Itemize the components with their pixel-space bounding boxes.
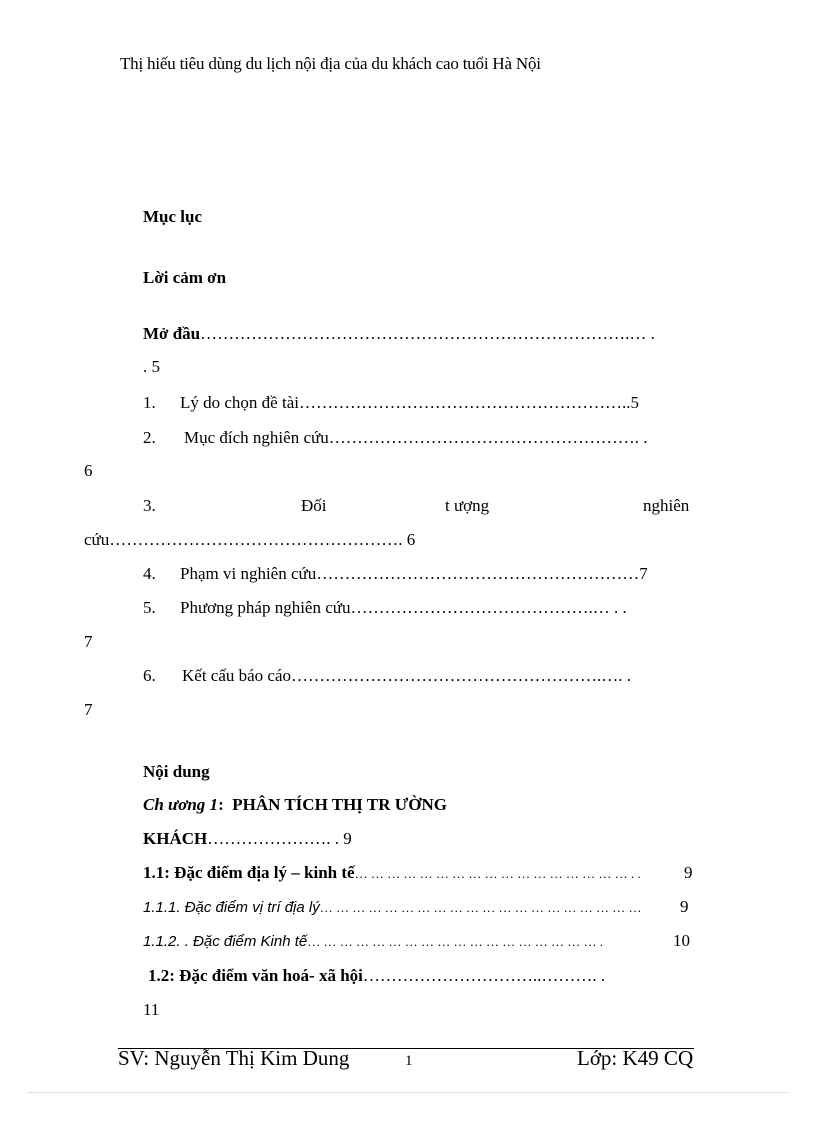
- chapter-1-colon: :: [218, 795, 224, 814]
- section-1-1-page: 9: [684, 863, 693, 882]
- toc-intro-line: [143, 324, 655, 344]
- toc-item-1-label: Lý do chọn đề tài: [180, 393, 299, 412]
- footer-class: Lớp: K49 CQ: [577, 1046, 694, 1070]
- toc-item-3-word1: Đối: [301, 496, 327, 515]
- section-1-1-1: [143, 897, 641, 917]
- section-1-2: [148, 966, 605, 986]
- chapter-1-line: [143, 795, 447, 815]
- section-1-1-2-label: 1.1.2. . Đặc điểm Kinh tế: [143, 933, 308, 950]
- toc-item-3-cont: [84, 530, 415, 550]
- section-1-1-1-dots: … … … … … … … … … … … … … … … … … … … …: [319, 900, 642, 915]
- toc-item-6-page: 7: [84, 700, 93, 719]
- section-1-1-2-dots: … … … … … … … … … … … … … … … … … … .: [307, 934, 604, 949]
- footer-page-number: 1: [405, 1053, 413, 1069]
- chapter-1-line2: [143, 829, 352, 849]
- content-heading: Nội dung: [143, 762, 210, 781]
- toc-intro-page: . 5: [143, 357, 160, 376]
- toc-item-3-num: 3.: [143, 496, 156, 515]
- section-1-1-1-page: 9: [680, 897, 689, 916]
- toc-item-4-num: 4.: [143, 564, 156, 583]
- toc-intro-label: Mở đầu: [143, 324, 201, 343]
- toc-item-5-num: 5.: [143, 598, 156, 617]
- running-header: Thị hiếu tiêu dùng du lịch nội địa của du khách cao tuổi Hà Nội: [120, 54, 541, 73]
- toc-item-6-dots: ……………………………………………….…. .: [291, 666, 632, 685]
- toc-item-1-dots: …………………………………………………..: [298, 393, 631, 412]
- section-1-1-1-label: 1.1.1. Đặc điểm vị trí địa lý: [143, 899, 320, 916]
- toc-heading: Mục lục: [143, 207, 203, 226]
- toc-item-2-dots: ………………………………………………. .: [328, 428, 648, 447]
- toc-item-5-dots: …………………………………….… . .: [350, 598, 627, 617]
- toc-item-1-num: 1.: [143, 393, 156, 412]
- chapter-1-title: PHÂN TÍCH THỊ TR ƯỜNG: [232, 795, 447, 814]
- toc-item-4-label: Phạm vi nghiên cứu: [180, 564, 317, 583]
- page-bottom-divider: [28, 1092, 788, 1093]
- section-1-1-2: [143, 931, 603, 951]
- chapter-1-title2: KHÁCH: [143, 829, 208, 848]
- toc-item-5-page: 7: [84, 632, 93, 651]
- section-1-2-dots: …………………………..………. .: [362, 966, 606, 985]
- toc-item-6-label: Kết cấu báo cáo: [182, 666, 292, 685]
- toc-item-3-dots: …………………………………………….: [109, 530, 403, 549]
- toc-item-2-page: 6: [84, 461, 93, 480]
- toc-item-4-page: 7: [639, 564, 648, 583]
- toc-item-4: [180, 564, 648, 584]
- toc-item-2: [184, 428, 647, 448]
- toc-intro-dots: ………………………………………………………………….… .: [200, 324, 655, 343]
- toc-item-6-num: 6.: [143, 666, 156, 685]
- footer-student: SV: Nguyễn Thị Kim Dung: [118, 1046, 350, 1070]
- section-1-2-page: 11: [143, 1000, 160, 1019]
- toc-item-6: [182, 666, 631, 686]
- toc-item-4-dots: …………………………………………………: [316, 564, 640, 583]
- toc-thanks: Lời cảm ơn: [143, 268, 227, 287]
- toc-item-3-label2: cứu: [84, 530, 110, 549]
- toc-item-5-label: Phương pháp nghiên cứu: [180, 598, 351, 617]
- toc-item-3-page: 6: [406, 530, 416, 549]
- section-1-1-label: 1.1: Đặc điểm địa lý – kinh tế: [143, 863, 355, 882]
- chapter-1-page: 9: [343, 829, 352, 848]
- toc-item-2-label: Mục đích nghiên cứu: [184, 428, 329, 447]
- toc-item-3-word2: t ượng: [445, 496, 490, 515]
- toc-item-1: [180, 393, 639, 413]
- chapter-1-prefix: Ch ương 1: [143, 795, 219, 814]
- toc-item-5: [180, 598, 627, 618]
- toc-item-2-num: 2.: [143, 428, 156, 447]
- section-1-2-label: 1.2: Đặc điểm văn hoá- xã hội: [148, 966, 363, 985]
- section-1-1-2-page: 10: [673, 931, 690, 950]
- toc-item-3-word3: nghiên: [643, 496, 690, 515]
- section-1-1-dots: … … … … … … … … … … … … … … … … … . .: [354, 866, 641, 881]
- section-1-1: [143, 863, 641, 883]
- toc-item-1-page: 5: [630, 393, 639, 412]
- chapter-1-dots: …………………. .: [207, 829, 339, 848]
